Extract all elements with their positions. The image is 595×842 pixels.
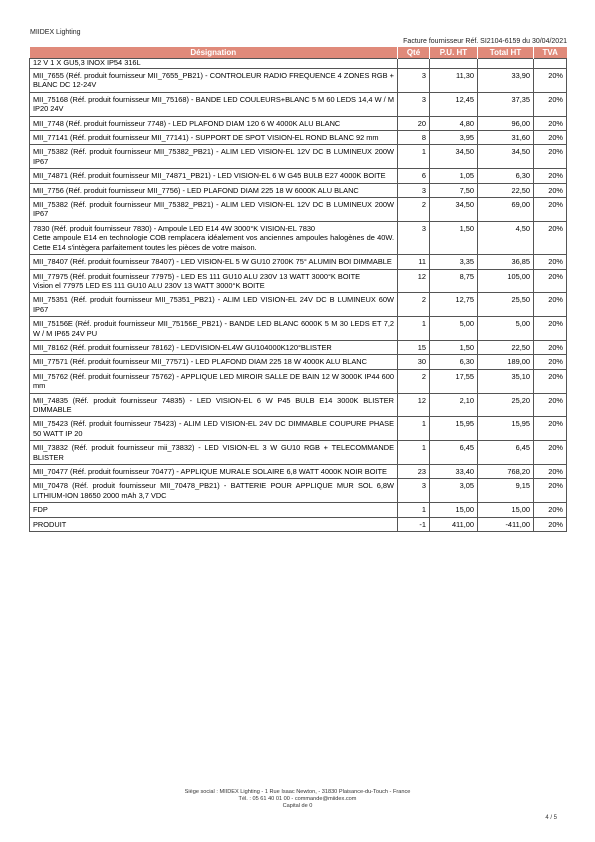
table-row xyxy=(30,59,567,69)
item-vat: 20% xyxy=(534,255,567,269)
item-description: MII_77975 (Réf. produit fournisseur 77975) - LED ES 111 GU10 ALU 230V 13 WATT 3000°K BOITE Vision el 77975 LED ES 111 GU10 ALU 230V 13 WATT 3000°K BOITE xyxy=(30,269,398,293)
item-unit-price: 1,50 xyxy=(430,221,478,254)
item-total: 9,15 xyxy=(478,479,534,503)
item-total: -411,00 xyxy=(478,517,534,531)
item-quantity xyxy=(398,59,430,69)
table-row xyxy=(30,417,567,441)
item-quantity: 1 xyxy=(398,503,430,517)
item-description: MII_75762 (Réf. produit fournisseur 75762) - APPLIQUE LED MIROIR SALLE DE BAIN 12 W 3000K IP44 600 mm xyxy=(30,369,398,393)
footer-address: Siège social : MIIDEX Lighting - 1 Rue Isaac Newton, - 31830 Plaisance-du-Touch - France xyxy=(184,789,411,795)
item-vat: 20% xyxy=(534,340,567,354)
item-quantity: 11 xyxy=(398,255,430,269)
table-row xyxy=(30,517,567,531)
item-quantity: 3 xyxy=(398,92,430,116)
item-total: 34,50 xyxy=(478,145,534,169)
column-header-unit-price: P.U. HT xyxy=(430,47,478,59)
item-total xyxy=(478,59,534,69)
item-quantity: 20 xyxy=(398,116,430,130)
item-vat: 20% xyxy=(534,116,567,130)
table-row xyxy=(30,293,567,317)
column-header-qty: Qté xyxy=(398,47,430,59)
item-vat: 20% xyxy=(534,92,567,116)
table-row xyxy=(30,92,567,116)
table-row xyxy=(30,441,567,465)
item-description: MII_74835 (Réf. produit fournisseur 74835) - LED VISION-EL 6 W P45 BULB E14 3000K BLISTER DIMMABLE xyxy=(30,393,398,417)
item-quantity: 2 xyxy=(398,293,430,317)
item-total: 37,35 xyxy=(478,92,534,116)
table-row xyxy=(30,340,567,354)
table-row xyxy=(30,183,567,197)
item-description: 7830 (Réf. produit fournisseur 7830) - Ampoule LED E14 4W 3000°K VISION-EL 7830 Cette ampoule E14 en technologie COB remplacera idéalement vos anciennes ampoules halogènes de 40W. Cette E14 s'intègera parfaitement toutes les pièces de votre maison. xyxy=(30,221,398,254)
item-vat: 20% xyxy=(534,479,567,503)
item-description: MII_74871 (Réf. produit fournisseur MII_74871_PB21) - LED VISION-EL 6 W G45 BULB E27 4000K BOITE xyxy=(30,169,398,183)
item-unit-price: 411,00 xyxy=(430,517,478,531)
item-description: MII_78407 (Réf. produit fournisseur 78407) - LED VISION-EL 5 W GU10 2700K 75° ALUMIN BOI DIMMABLE xyxy=(30,255,398,269)
item-total: 25,20 xyxy=(478,393,534,417)
item-description: MII_75168 (Réf. produit fournisseur MII_75168) - BANDE LED COULEURS+BLANC 5 M 60 LEDS 14,4 W / M IP20 24V xyxy=(30,92,398,116)
item-unit-price: 5,00 xyxy=(430,317,478,341)
item-unit-price: 12,75 xyxy=(430,293,478,317)
item-unit-price: 3,95 xyxy=(430,131,478,145)
table-row xyxy=(30,221,567,254)
table-row xyxy=(30,369,567,393)
page-footer xyxy=(0,789,595,809)
table-row xyxy=(30,169,567,183)
item-description: PRODUIT xyxy=(30,517,398,531)
item-vat: 20% xyxy=(534,198,567,222)
item-total: 33,90 xyxy=(478,69,534,93)
item-description: MII_77571 (Réf. produit fournisseur MII_77571) - LED PLAFOND DIAM 225 18 W 4000K ALU BLANC xyxy=(30,355,398,369)
item-vat: 20% xyxy=(534,369,567,393)
item-description: MII_78162 (Réf. produit fournisseur 78162) - LEDVISION-EL4W GU104000K120°BLISTER xyxy=(30,340,398,354)
item-description: MII_73832 (Réf. produit fournisseur mii_73832) - LED VISION-EL 3 W GU10 RGB + TELECOMMANDE BLISTER xyxy=(30,441,398,465)
item-total: 768,20 xyxy=(478,465,534,479)
item-unit-price: 4,80 xyxy=(430,116,478,130)
table-row xyxy=(30,69,567,93)
item-quantity: 3 xyxy=(398,479,430,503)
table-row xyxy=(30,503,567,517)
item-quantity: 30 xyxy=(398,355,430,369)
item-quantity: 15 xyxy=(398,340,430,354)
item-total: 35,10 xyxy=(478,369,534,393)
item-unit-price: 34,50 xyxy=(430,198,478,222)
table-body xyxy=(30,59,567,532)
item-unit-price: 3,35 xyxy=(430,255,478,269)
item-description: MII_7756 (Réf. produit fournisseur MII_7756) - LED PLAFOND DIAM 225 18 W 6000K ALU BLANC xyxy=(30,183,398,197)
column-header-vat: TVA xyxy=(534,47,567,59)
item-unit-price: 15,00 xyxy=(430,503,478,517)
table-row xyxy=(30,479,567,503)
item-vat: 20% xyxy=(534,131,567,145)
item-description: MII_7655 (Réf. produit fournisseur MII_7655_PB21) - CONTROLEUR RADIO FREQUENCE 4 ZONES RGB + BLANC DC 12-24V xyxy=(30,69,398,93)
item-description: MII_75423 (Réf. produit fournisseur 75423) - ALIM LED VISION-EL 24V DC DIMMABLE COUPURE PHASE 50 WATT IP 20 xyxy=(30,417,398,441)
item-quantity: 2 xyxy=(398,198,430,222)
item-quantity: -1 xyxy=(398,517,430,531)
item-description: MII_70478 (Réf. produit fournisseur MII_70478_PB21) - BATTERIE POUR APPLIQUE MUR SOL 6,8W LITHIUM-ION 18650 2000 mAh 3,7 VDC xyxy=(30,479,398,503)
table-row xyxy=(30,269,567,293)
item-unit-price: 1,50 xyxy=(430,340,478,354)
item-vat: 20% xyxy=(534,293,567,317)
item-quantity: 12 xyxy=(398,269,430,293)
item-quantity: 6 xyxy=(398,169,430,183)
item-description: MII_7748 (Réf. produit fournisseur 7748) - LED PLAFOND DIAM 120 6 W 4000K ALU BLANC xyxy=(30,116,398,130)
item-total: 4,50 xyxy=(478,221,534,254)
item-vat: 20% xyxy=(534,145,567,169)
page-number: 4 / 5 xyxy=(545,815,557,821)
item-description: MII_75351 (Réf. produit fournisseur MII_75351_PB21) - ALIM LED VISION-EL 24V DC B LUMINEUX 60W IP67 xyxy=(30,293,398,317)
table-header-row xyxy=(30,47,567,59)
table-row xyxy=(30,255,567,269)
item-total: 5,00 xyxy=(478,317,534,341)
item-quantity: 3 xyxy=(398,221,430,254)
item-unit-price: 2,10 xyxy=(430,393,478,417)
item-total: 6,30 xyxy=(478,169,534,183)
company-name: MIIDEX Lighting xyxy=(30,29,81,36)
item-quantity: 3 xyxy=(398,69,430,93)
table-row xyxy=(30,131,567,145)
item-unit-price: 33,40 xyxy=(430,465,478,479)
item-total: 189,00 xyxy=(478,355,534,369)
item-description: 12 V 1 X GU5,3 INOX IP54 316L xyxy=(30,59,398,69)
item-total: 36,85 xyxy=(478,255,534,269)
item-quantity: 1 xyxy=(398,145,430,169)
item-description: MII_70477 (Réf. produit fournisseur 70477) - APPLIQUE MURALE SOLAIRE 6,8 WATT 4000K NOIR BOITE xyxy=(30,465,398,479)
item-unit-price: 8,75 xyxy=(430,269,478,293)
item-unit-price: 34,50 xyxy=(430,145,478,169)
item-total: 15,00 xyxy=(478,503,534,517)
table-row xyxy=(30,355,567,369)
item-unit-price: 12,45 xyxy=(430,92,478,116)
item-vat: 20% xyxy=(534,269,567,293)
item-vat: 20% xyxy=(534,441,567,465)
item-total: 15,95 xyxy=(478,417,534,441)
item-unit-price: 1,05 xyxy=(430,169,478,183)
item-quantity: 1 xyxy=(398,441,430,465)
item-unit-price: 6,45 xyxy=(430,441,478,465)
item-quantity: 1 xyxy=(398,317,430,341)
item-vat: 20% xyxy=(534,69,567,93)
item-description: FDP xyxy=(30,503,398,517)
item-vat: 20% xyxy=(534,183,567,197)
column-header-designation: Désignation xyxy=(30,47,398,59)
item-total: 6,45 xyxy=(478,441,534,465)
item-quantity: 8 xyxy=(398,131,430,145)
item-unit-price: 6,30 xyxy=(430,355,478,369)
item-vat: 20% xyxy=(534,465,567,479)
item-total: 22,50 xyxy=(478,340,534,354)
item-quantity: 12 xyxy=(398,393,430,417)
item-vat: 20% xyxy=(534,393,567,417)
item-vat: 20% xyxy=(534,317,567,341)
item-unit-price: 17,55 xyxy=(430,369,478,393)
item-total: 31,60 xyxy=(478,131,534,145)
item-quantity: 23 xyxy=(398,465,430,479)
item-total: 22,50 xyxy=(478,183,534,197)
item-unit-price: 7,50 xyxy=(430,183,478,197)
item-vat: 20% xyxy=(534,517,567,531)
item-unit-price: 3,05 xyxy=(430,479,478,503)
item-vat: 20% xyxy=(534,221,567,254)
item-quantity: 2 xyxy=(398,369,430,393)
item-description: MII_75382 (Réf. produit fournisseur MII_75382_PB21) - ALIM LED VISION-EL 12V DC B LUMINEUX 200W IP67 xyxy=(30,145,398,169)
item-quantity: 3 xyxy=(398,183,430,197)
table-row xyxy=(30,465,567,479)
table-row xyxy=(30,145,567,169)
item-vat: 20% xyxy=(534,503,567,517)
item-total: 96,00 xyxy=(478,116,534,130)
item-quantity: 1 xyxy=(398,417,430,441)
item-description: MII_75382 (Réf. produit fournisseur MII_75382_PB21) - ALIM LED VISION-EL 12V DC B LUMINEUX 200W IP67 xyxy=(30,198,398,222)
footer-contact: Tél. : 05 61 40 01 00 - commande@miidex.com xyxy=(238,795,357,802)
item-vat xyxy=(534,59,567,69)
table-row xyxy=(30,317,567,341)
item-unit-price xyxy=(430,59,478,69)
invoice-reference: Facture fournisseur Réf. SI2104-6159 du 30/04/2021 xyxy=(403,38,567,45)
item-description: MII_75156E (Réf. produit fournisseur MII_75156E_PB21) - BANDE LED BLANC 6000K 5 M 30 LEDS ET 7,2 W / M IP65 24V PU xyxy=(30,317,398,341)
item-vat: 20% xyxy=(534,417,567,441)
item-description: MII_77141 (Réf. produit fournisseur MII_77141) - SUPPORT DE SPOT VISION-EL ROND BLANC 92 mm xyxy=(30,131,398,145)
item-unit-price: 11,30 xyxy=(430,69,478,93)
item-total: 69,00 xyxy=(478,198,534,222)
column-header-total: Total HT xyxy=(478,47,534,59)
item-total: 105,00 xyxy=(478,269,534,293)
item-vat: 20% xyxy=(534,169,567,183)
item-total: 25,50 xyxy=(478,293,534,317)
footer-capital: Capital de 0 xyxy=(282,802,313,809)
table-row xyxy=(30,198,567,222)
table-row xyxy=(30,116,567,130)
invoice-items-table xyxy=(29,47,567,532)
item-unit-price: 15,95 xyxy=(430,417,478,441)
item-vat: 20% xyxy=(534,355,567,369)
table-row xyxy=(30,393,567,417)
